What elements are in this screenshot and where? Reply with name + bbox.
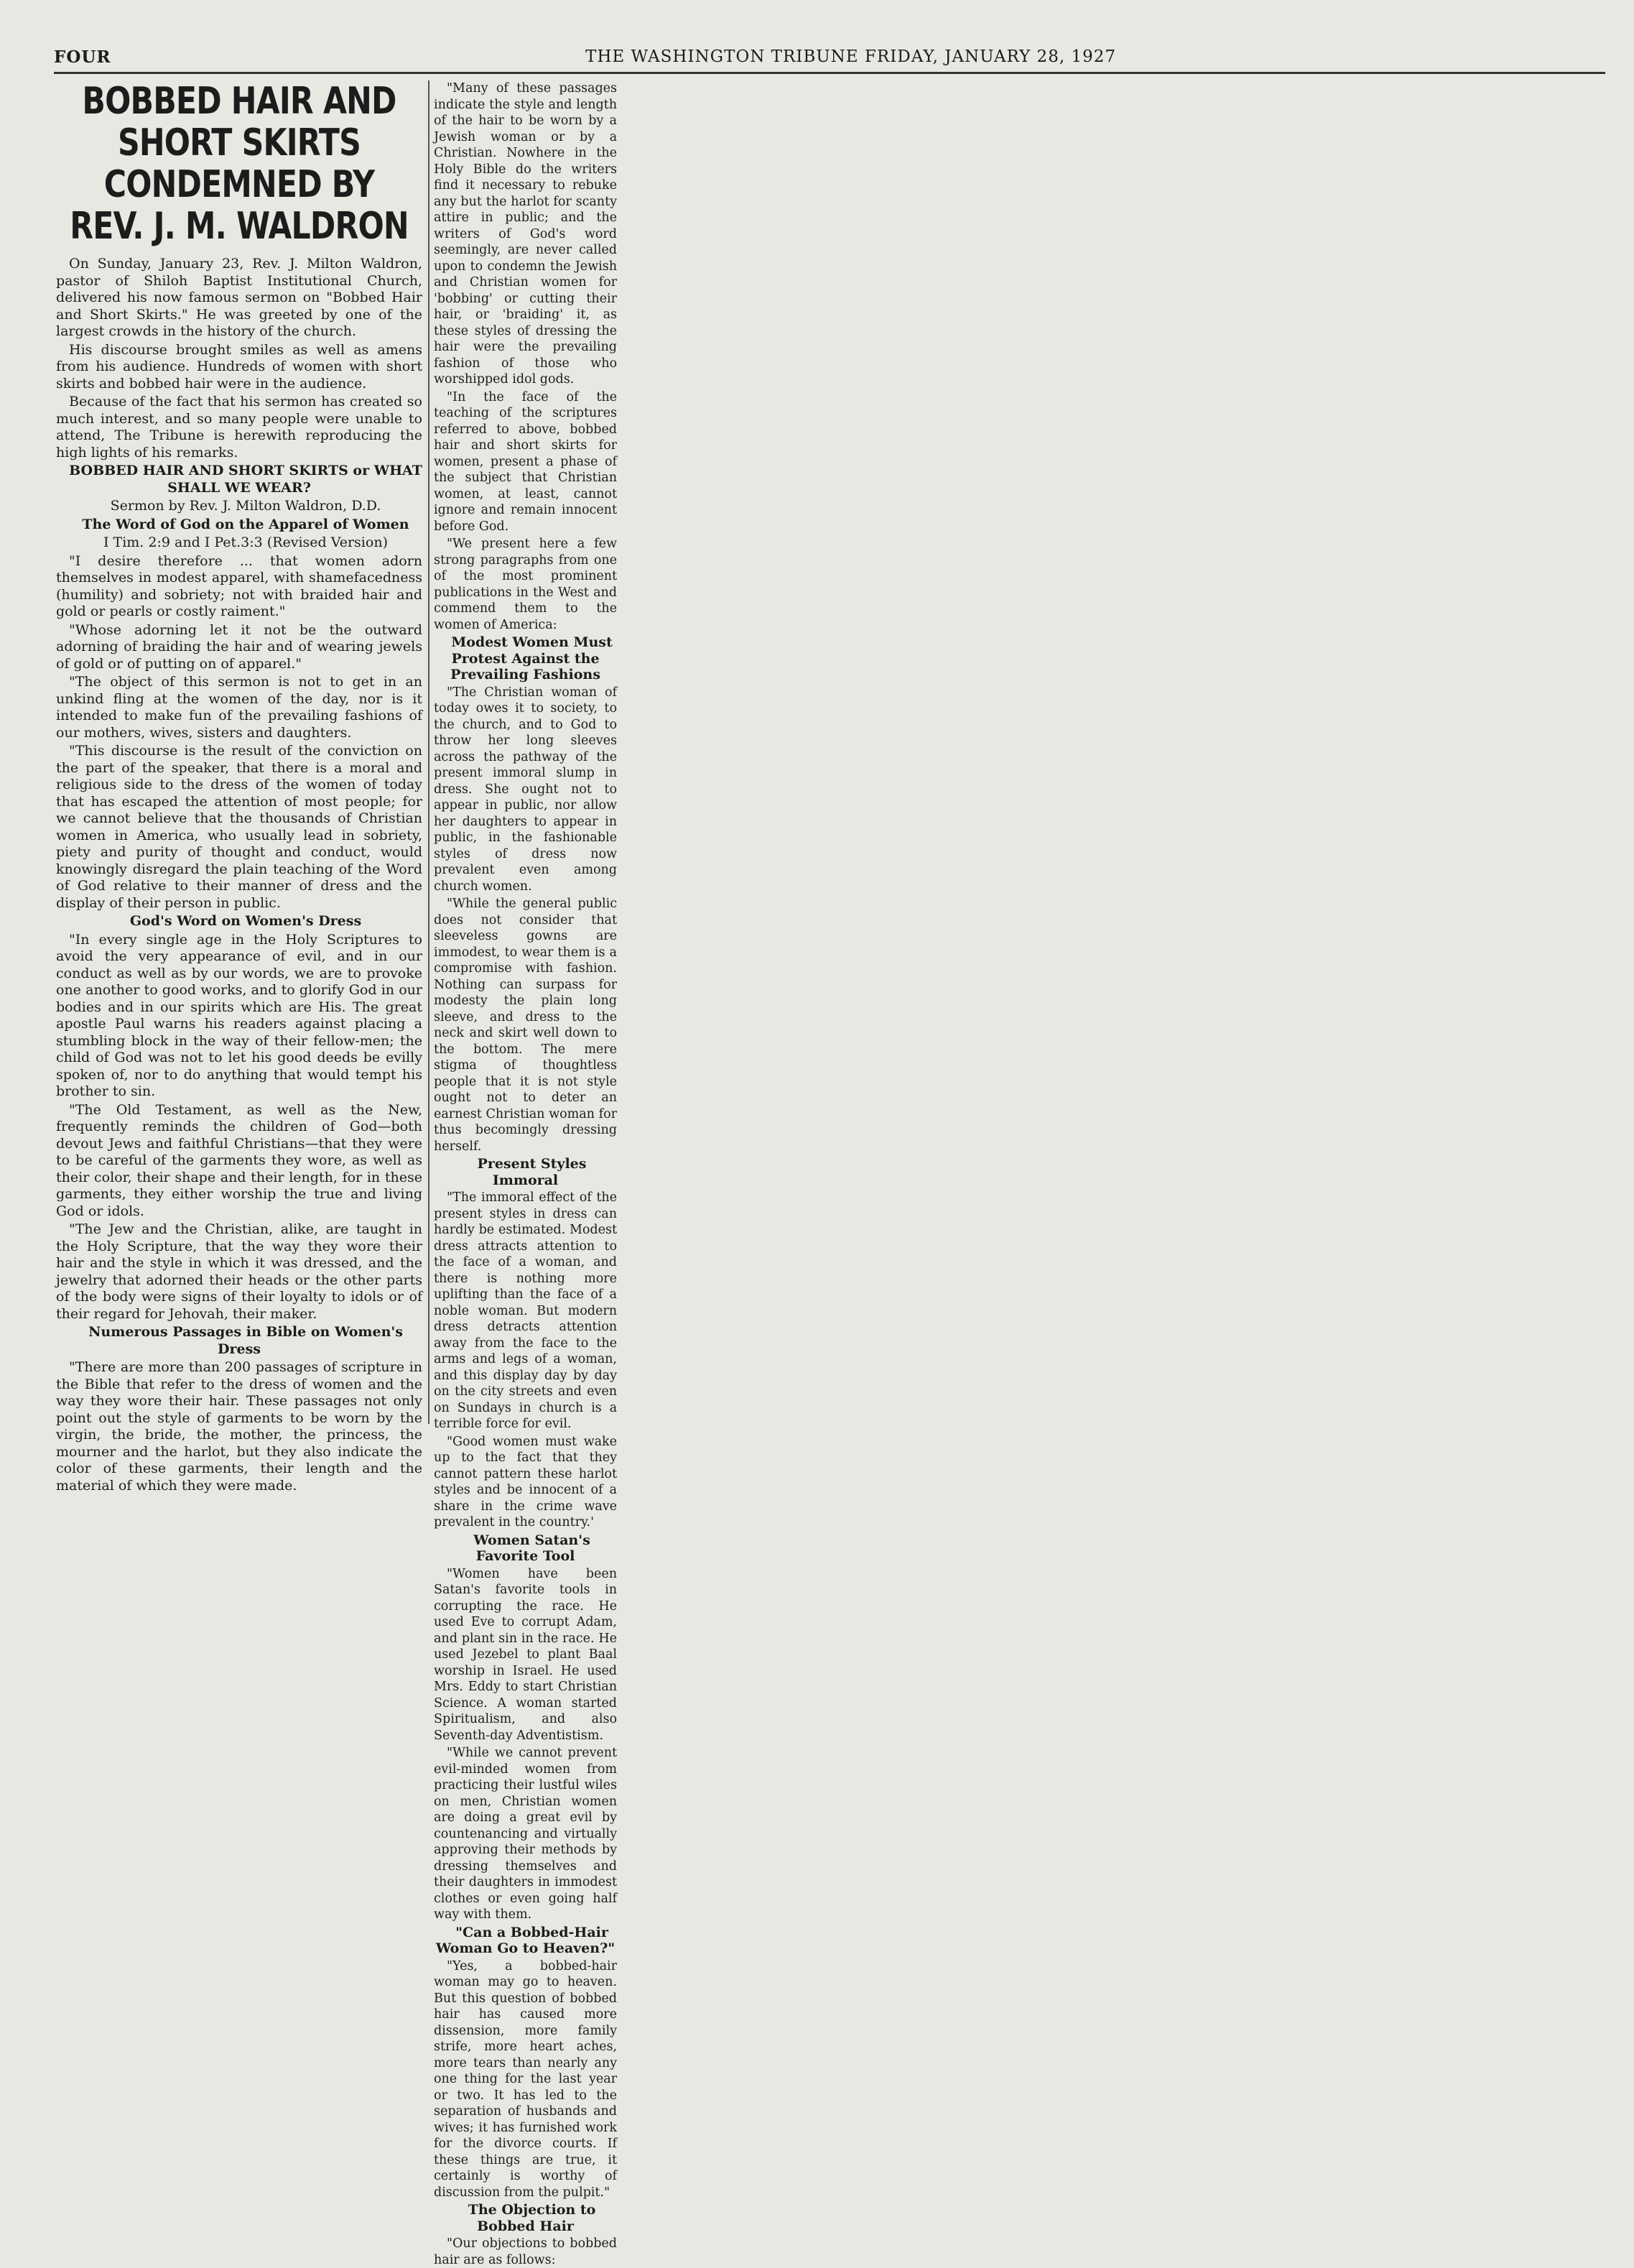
subhead: "Can a Bobbed-Hair Woman Go to Heaven?": [435, 1924, 616, 1956]
article-paragraph: "I desire therefore ... that women adorn themselves in modest apparel, with shamefacedness (humility) and sobriety; not with braided hair and gold or pearls or costly raiment.": [56, 552, 422, 619]
column-1: [56, 80, 422, 1494]
article-paragraph: "The immoral effect of the present styles in dress can hardly be estimated. Modest dress attracts attention to the face of a woman, and there is nothing more uplifting than the face of a noble woman. But modern dress detracts attention away from the face to the arms and legs of a woman, and this display day by day on the city streets and even on Sundays in church is a terrible force for evil.: [434, 1190, 617, 1431]
masthead-title: THE WASHINGTON TRIBUNE FRIDAY, JANUARY 28, 1927: [585, 47, 1116, 66]
article-paragraph: "There are more than 200 passages of scripture in the Bible that refer to the dress of women and the way they wore their hair. These passages not only point out the style of garments to be worn by the virgin, the bride, the mother, the princess, the mourner and the harlot, but they also indicate the color of these garments, their length and the material of which they were made.: [56, 1359, 422, 1494]
article-paragraph: "We present here a few strong paragraphs from one of the most prominent publications in the West and commend them to the women of America:: [434, 537, 617, 632]
subhead: The Word of God on the Apparel of Women: [82, 516, 409, 532]
masthead: [54, 45, 1605, 73]
top-rule: [54, 72, 1605, 74]
article-paragraph: "This discourse is the result of the conviction on the part of the speaker, that there is a moral and religious side to the dress of the women of today that has escaped the attention of most people; for we cannot believe that the thousands of Christian women in America, who usually lead in sobriety, piety and purity of thought and conduct, would knowingly disregard the plain teaching of the Word of God relative to their manner of dress and the display of their person in public.: [56, 743, 422, 911]
subhead: God's Word on Women's Dress: [129, 913, 362, 929]
subhead: Modest Women Must Protest Against the Prevailing Fashions: [450, 634, 613, 682]
subhead: Women Satan's Favorite Tool: [473, 1532, 590, 1564]
sermon-credit: Sermon by Rev. J. Milton Waldron, D.D.: [110, 498, 381, 514]
article-paragraph: "In every single age in the Holy Scriptures to avoid the very appearance of evil, and in our conduct as well as by our words, we are to provoke one another to good works, and to glorify God in our bodies and in our spirits which are His. The great apostle Paul warns his readers against placing a stumbling block in the way of their fellow-men; the child of God was not to let his good deeds be evilly spoken of, nor to do anything that would tempt his brother to sin.: [56, 931, 422, 1099]
article-paragraph: His discourse brought smiles as well as amens from his audience. Hundreds of women with short skirts and bobbed hair were in the audience.: [56, 341, 422, 392]
column-2: [434, 80, 617, 2267]
subhead: The Objection to Bobbed Hair: [468, 2202, 596, 2234]
page-folio: FOUR: [54, 47, 111, 67]
article-paragraph: "Many of these passages indicate the style and length of the hair to be worn by a Jewish woman or by a Christian. Nowhere in the Holy Bible do the writers find it necessary to rebuke any but the harlot for scanty attire in public; and the writers of God's word seemingly, are never called upon to condemn the Jewish and Christian women for 'bobbing' or cutting their hair, or 'braiding' it, as these styles of dressing the hair were the prevailing fashion of those who worshipped idol gods.: [434, 81, 617, 387]
article-paragraph: "Women have been Satan's favorite tools in corrupting the race. He used Eve to corrupt Adam, and plant sin in the race. He used Jezebel to plant Baal worship in Israel. He used Mrs. Eddy to start Christian Science. A woman started Spiritualism, and also Seventh-day Adventistism.: [434, 1566, 617, 1743]
article-paragraph: "Yes, a bobbed-hair woman may go to heaven. But this question of bobbed hair has caused more dissension, more family strife, more heart aches, more tears than nearly any one thing for the last year or two. It has led to the separation of husbands and wives; it has furnished work for the divorce courts. If these things are true, it certainly is worthy of discussion from the pulpit.": [434, 1958, 617, 2200]
article-paragraph: "While we cannot prevent evil-minded women from practicing their lustful wiles on men, Christian women are doing a great evil by countenancing and virtually approving their methods by dressing themselves and their daughters in immodest clothes or even going half way with them.: [434, 1746, 617, 1922]
article-paragraph: "The object of this sermon is not to get in an unkind fling at the women of the day, nor is it intended to make fun of the prevailing fashions of our mothers, wives, sisters and daughters.: [56, 674, 422, 741]
article-paragraph: On Sunday, January 23, Rev. J. Milton Waldron, pastor of Shiloh Baptist Institutional Church, delivered his now famous sermon on "Bobbed Hair and Short Skirts." He was greeted by one of the largest crowds in the history of the church.: [56, 256, 422, 339]
article-paragraph: "While the general public does not consider that sleeveless gowns are immodest, to wear them is a compromise with fashion. Nothing can surpass for modesty the plain long sleeve, and dress to the neck and skirt well down to the bottom. The mere stigma of thoughtless people that it is not style ought not to deter an earnest Christian woman for thus becomingly dressing herself.: [434, 897, 617, 1154]
column-rule: [428, 80, 430, 1424]
article-paragraph: "Whose adorning let it not be the outward adorning of braiding the hair and of wearing jewels of gold or of putting on of apparel.": [56, 621, 422, 672]
subhead: Present Styles Immoral: [477, 1156, 587, 1188]
article-paragraph: "The Old Testament, as well as the New, frequently reminds the children of God—both devout Jews and faithful Christians—that they were to be careful of the garments they wore, as well as their color, their shape and their length, for in these garments, they either worship the true and living God or idols.: [56, 1101, 422, 1219]
article-paragraph: "In the face of the teaching of the scriptures referred to above, bobbed hair and short skirts for women, present a phase of the subject that Christian women, at least, cannot ignore and remain innocent before God.: [434, 389, 617, 534]
article-paragraph: Because of the fact that his sermon has created so much interest, and so many people were unable to attend, The Tribune is herewith reproducing the high lights of his remarks.: [56, 394, 422, 460]
article-paragraph: "Our objections to bobbed hair are as follows:: [434, 2236, 617, 2267]
article-paragraph: "The Christian woman of today owes it to society, to the church, and to God to throw her long sleeves across the pathway of the present immoral slump in dress. She ought not to appear in public, nor allow her daughters to appear in public, in the fashionable styles of dress now prevalent even among church women.: [434, 685, 617, 894]
article-paragraph: "The Jew and the Christian, alike, are taught in the Holy Scripture, that the way they wore their hair and the style in which it was dressed, and the jewelry that adorned their heads or the other parts of the body were signs of their loyalty to idols or of their regard for Jehovah, their maker.: [56, 1221, 422, 1322]
scripture-ref: I Tim. 2:9 and I Pet.3:3 (Revised Version): [103, 534, 388, 550]
article-paragraph: "Good women must wake up to the fact that they cannot pattern these harlot styles and be innocent of a share in the crime wave prevalent in the country.': [434, 1434, 617, 1529]
headline-bobbed-hair: BOBBED HAIR AND SHORT SKIRTS CONDEMNED BY REV. J. M. WALDRON: [70, 80, 409, 248]
subhead: BOBBED HAIR AND SHORT SKIRTS or WHAT SHALL WE WEAR?: [69, 463, 422, 496]
subhead: Numerous Passages in Bible on Women's Dress: [88, 1324, 403, 1357]
